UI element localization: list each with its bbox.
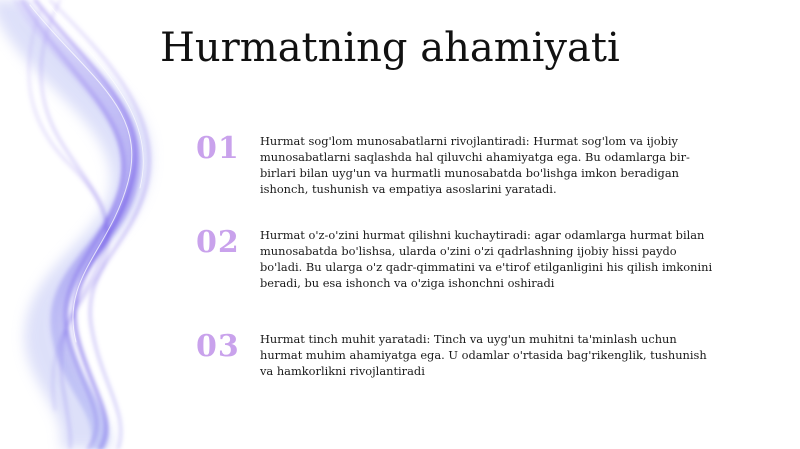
list-item bbox=[196, 227, 736, 327]
item-number: 01 bbox=[196, 131, 240, 166]
item-text: Hurmat tinch muhit yaratadi: Tinch va uyg'un muhitni ta'minlash uchun hurmat muhim ahamiyatga ega. U odamlar o'rtasida bag'rikenglik, tushunish va hamkorlikni rivojlantiradi bbox=[260, 332, 707, 378]
list-item bbox=[196, 133, 736, 233]
slide-title: Hurmatning ahamiyati bbox=[160, 25, 620, 71]
list-item bbox=[196, 331, 736, 431]
item-number: 03 bbox=[196, 329, 240, 364]
item-text: Hurmat o'z-o'zini hurmat qilishni kuchaytiradi: agar odamlarga hurmat bilan munosabatda bo'lishsa, ularda o'zini o'zi qadrlashning ijobiy hissi paydo bo'ladi. Bu ularga o'z qadr-qimmatini va e'tirof etilganligini his qilish imkonini beradi, bu esa ishonch va o'ziga ishonchni oshiradi bbox=[260, 228, 713, 290]
item-text: Hurmat sog'lom munosabatlarni rivojlantiradi: Hurmat sog'lom va ijobiy munosabatlarni saqlashda hal qiluvchi ahamiyatga ega. Bu odamlarga bir-birlari bilan uyg'un va hurmatli munosabatda bo'lishga imkon beradigan ishonch, tushunish va empatiya asoslarini yaratadi. bbox=[260, 134, 690, 196]
item-number: 02 bbox=[196, 225, 240, 260]
